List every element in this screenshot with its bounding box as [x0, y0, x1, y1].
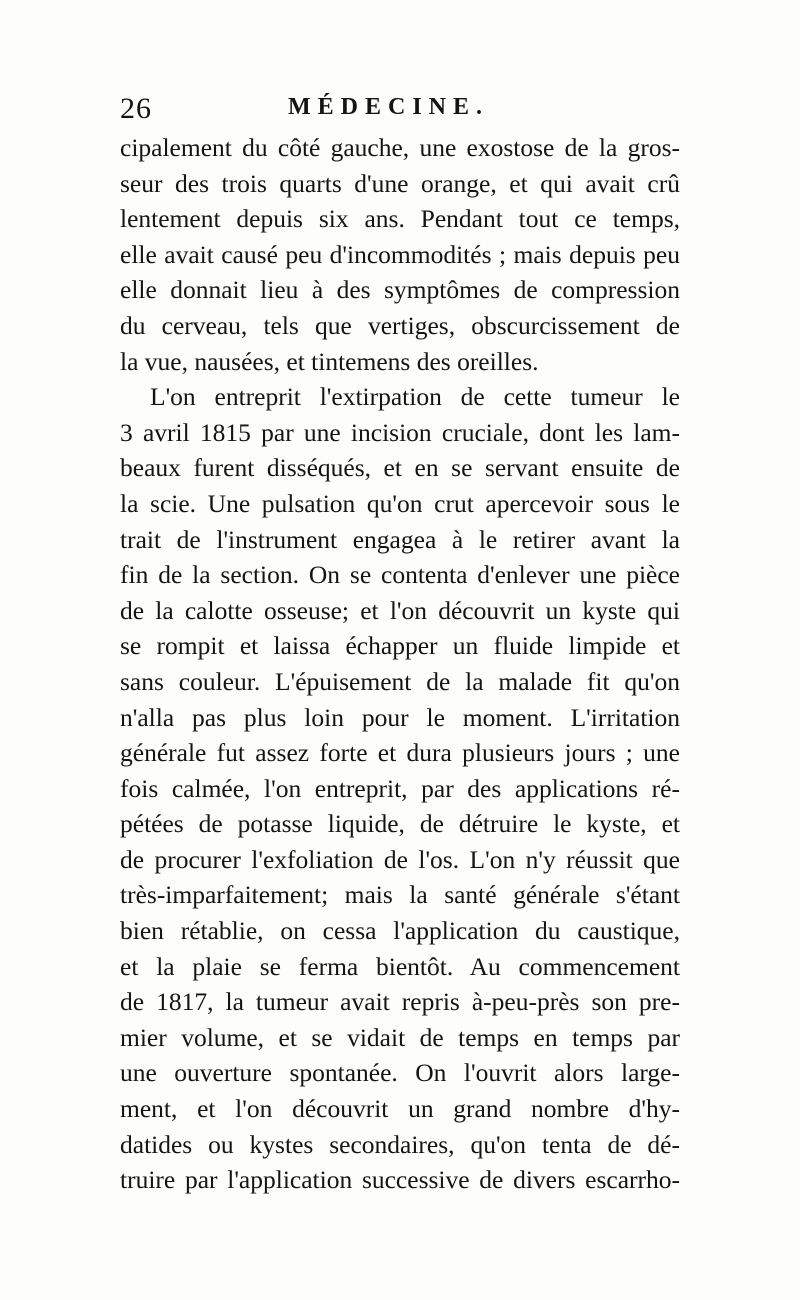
text-line: sans couleur. L'épuisement de la malade fit qu'on — [120, 666, 680, 696]
text-line: se rompit et laissa échapper un fluide limpide et — [120, 631, 680, 661]
text-line: 3 avril 1815 par une incision cruciale, dont les lam- — [120, 417, 680, 447]
text-line: mier volume, et se vidait de temps en temps par — [120, 1022, 680, 1052]
text-line: fin de la section. On se contenta d'enlever une pièce — [120, 560, 680, 590]
text-line: pétées de potasse liquide, de détruire le kyste, et — [120, 809, 680, 839]
text-line: truire par l'application successive de divers escarrho- — [120, 1165, 680, 1195]
text-line: du cerveau, tels que vertiges, obscurcissement de — [120, 310, 680, 340]
running-title: MÉDECINE. — [288, 94, 490, 120]
text-line: très-imparfaitement; mais la santé générale s'étant — [120, 880, 680, 910]
text-line: fois calmée, l'on entreprit, par des applications ré- — [120, 773, 680, 803]
page-number: 26 — [120, 92, 152, 125]
text-line: la scie. Une pulsation qu'on crut apercevoir sous le — [120, 488, 680, 518]
text-line: une ouverture spontanée. On l'ouvrit alors large- — [120, 1058, 680, 1088]
text-line: bien rétablie, on cessa l'application du caustique, — [120, 916, 680, 946]
text-line: lentement depuis six ans. Pendant tout ce temps, — [120, 204, 680, 234]
text-line: beaux furent disséqués, et en se servant ensuite de — [120, 453, 680, 483]
text-line: elle avait causé peu d'incommodités ; mais depuis peu — [120, 239, 680, 269]
body-text — [120, 130, 680, 1198]
text-line: ment, et l'on découvrit un grand nombre d'hy- — [120, 1094, 680, 1124]
text-line: L'on entreprit l'extirpation de cette tumeur le — [150, 382, 680, 412]
text-line: trait de l'instrument engagea à le retirer avant la — [120, 524, 680, 554]
text-line: la vue, nausées, et tintemens des oreilles. — [120, 346, 539, 376]
text-line: de procurer l'exfoliation de l'os. L'on n'y réussit que — [120, 844, 680, 874]
text-line: cipalement du côté gauche, une exostose de la gros- — [120, 133, 680, 162]
text-line: datides ou kystes secondaires, qu'on tenta de dé- — [120, 1129, 680, 1159]
text-line: de 1817, la tumeur avait repris à-peu-près son pre- — [120, 987, 680, 1017]
text-line: elle donnait lieu à des symptômes de compression — [120, 275, 680, 305]
text-line: seur des trois quarts d'une orange, et qui avait crû — [120, 168, 680, 198]
text-line: générale fut assez forte et dura plusieurs jours ; une — [120, 738, 680, 768]
text-line: n'alla pas plus loin pour le moment. L'irritation — [120, 702, 680, 732]
running-head — [120, 92, 680, 132]
text-line: et la plaie se ferma bientôt. Au commencement — [120, 951, 680, 981]
text-line: de la calotte osseuse; et l'on découvrit un kyste qui — [120, 595, 680, 625]
